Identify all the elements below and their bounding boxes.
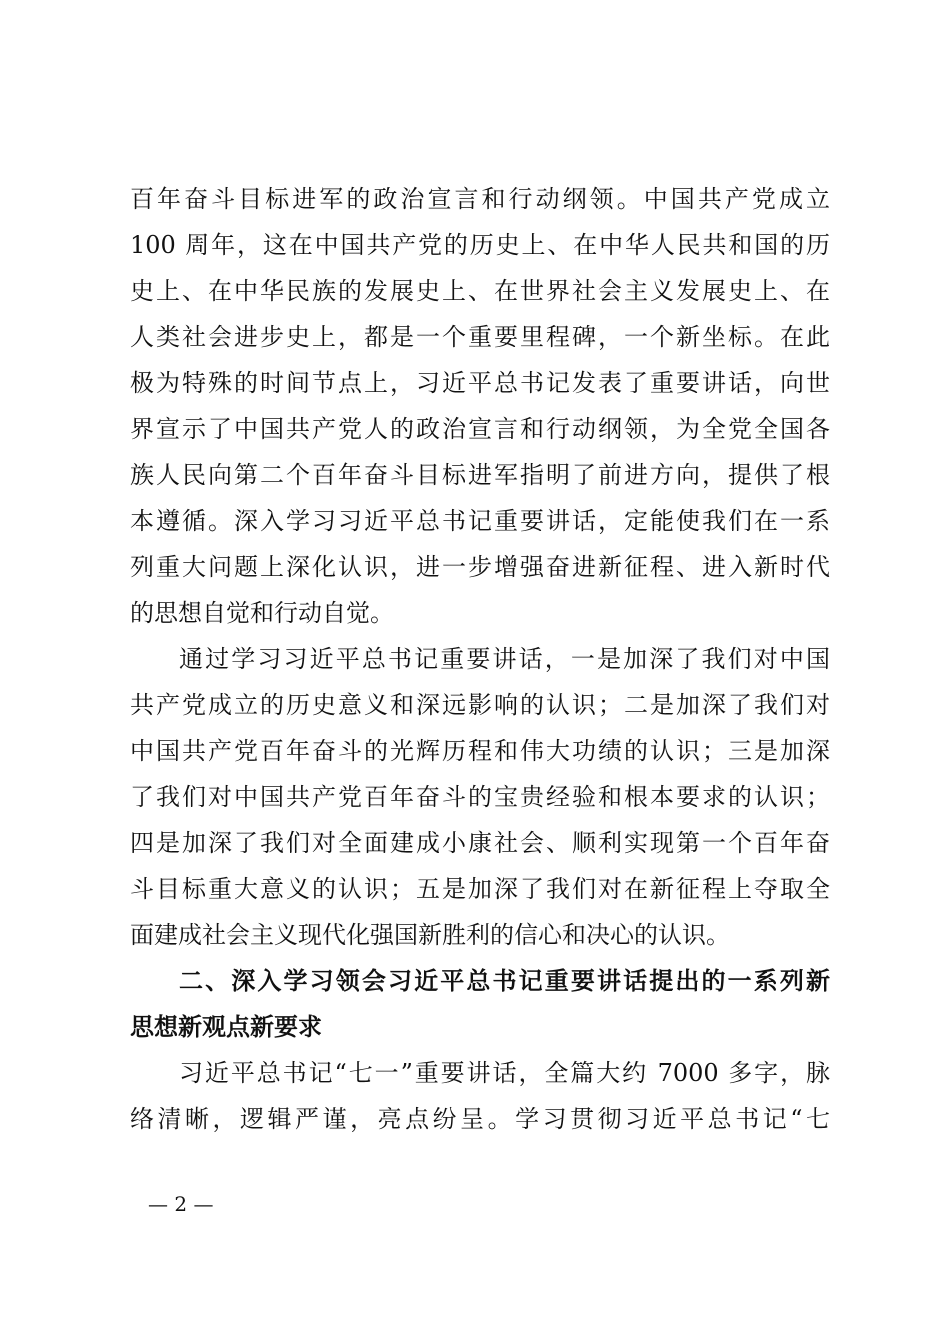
paragraph-context (130, 176, 830, 636)
text-line: 人类社会进步史上，都是一个重要里程碑，一个新坐标。在此 (130, 323, 830, 351)
text-line: 百年奋斗目标进军的政治宣言和行动纲领。中国共产党成立 (130, 185, 830, 213)
heading-line: 二、深入学习领会习近平总书记重要讲话提出的一系列新 (179, 967, 830, 995)
text-line: 的思想自觉和行动自觉。 (130, 599, 394, 627)
text-line: 中国共产党百年奋斗的光辉历程和伟大功绩的认识；三是加深 (130, 737, 830, 765)
page-number: — 2 — (148, 1192, 214, 1216)
text-line: 斗目标重大意义的认识；五是加深了我们对在新征程上夺取全 (130, 875, 830, 903)
text-line: 极为特殊的时间节点上，习近平总书记发表了重要讲话，向世 (130, 369, 830, 397)
text-line: 四是加深了我们对全面建成小康社会、顺利实现第一个百年奋 (130, 829, 830, 857)
heading-line: 思想新观点新要求 (130, 1013, 322, 1041)
text-line: 通过学习习近平总书记重要讲话，一是加深了我们对中国 (179, 645, 830, 673)
text-line: 族人民向第二个百年奋斗目标进军指明了前进方向，提供了根 (130, 461, 830, 489)
document-body (130, 176, 830, 1142)
text-line: 史上、在中华民族的发展史上、在世界社会主义发展史上、在 (130, 277, 830, 305)
text-line: 本遵循。深入学习习近平总书记重要讲话，定能使我们在一系 (130, 507, 830, 535)
text-line: 了我们对中国共产党百年奋斗的宝贵经验和根本要求的认识； (130, 783, 830, 811)
text-line: 络清晰，逻辑严谨，亮点纷呈。学习贯彻习近平总书记“七 (130, 1105, 830, 1133)
paragraph-speech (130, 1050, 830, 1142)
text-line: 列重大问题上深化认识，进一步增强奋进新征程、进入新时代 (130, 553, 830, 581)
text-line: 面建成社会主义现代化强国新胜利的信心和决心的认识。 (130, 921, 730, 949)
paragraph-understanding (130, 636, 830, 958)
text-line: 界宣示了中国共产党人的政治宣言和行动纲领，为全党全国各 (130, 415, 830, 443)
text-line: 习近平总书记“七一”重要讲话，全篇大约 7000 多字，脉 (179, 1059, 830, 1087)
text-line: 100 周年，这在中国共产党的历史上、在中华人民共和国的历 (130, 231, 830, 259)
text-line: 共产党成立的历史意义和深远影响的认识；二是加深了我们对 (130, 691, 830, 719)
section-heading (130, 958, 830, 1050)
